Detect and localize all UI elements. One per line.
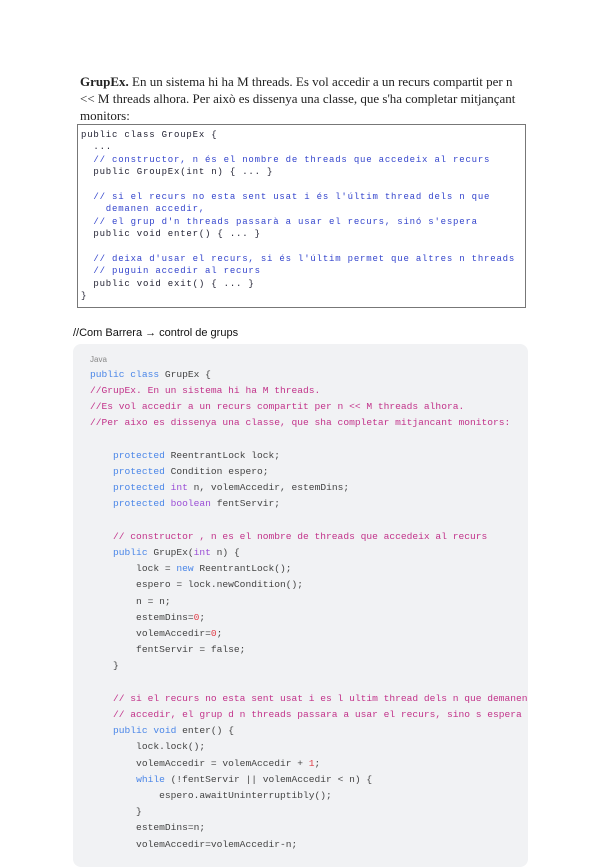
code-token [90, 466, 113, 477]
code-token: public GroupEx(int n) { ... } [81, 167, 274, 178]
code-token: 0 [210, 627, 217, 639]
code-token: public class GroupEx { [81, 130, 218, 140]
code-token: // puguin accedir al recurs [81, 266, 261, 277]
code-line [90, 626, 528, 642]
code-token [90, 450, 113, 461]
code-line [90, 367, 528, 383]
code-token: n, volemAccedir, estemDins; [187, 482, 350, 494]
code-line [90, 691, 528, 707]
code-line [90, 464, 528, 480]
code-token: n) { [210, 546, 240, 558]
code-token: Condition espero; [164, 465, 269, 477]
code-line [90, 594, 528, 610]
code-token [90, 482, 113, 493]
code-token: protected [113, 449, 165, 461]
code-token: new [176, 563, 194, 575]
code-line [90, 658, 528, 674]
code-line [90, 529, 528, 545]
code-line [90, 820, 528, 836]
code-token: enter() { [176, 725, 234, 737]
code-token: public void exit() { ... } [81, 278, 255, 289]
code-token: fentServir = false; [90, 644, 246, 656]
code-line [90, 610, 528, 626]
code-line [90, 561, 528, 577]
code-token: // constructor, n és el nombre de threads que accedeix al recurs [81, 154, 491, 165]
code-token: 1 [308, 757, 315, 769]
code-line [90, 707, 528, 723]
code-token: GrupEx( [147, 546, 194, 558]
code-line [90, 772, 528, 788]
code-token: protected [113, 498, 165, 510]
code-token: // si el recurs no esta sent usat i és l'últim thread dels n que [81, 192, 491, 203]
code-token: ReentrantLock lock; [164, 449, 281, 461]
code-line [90, 804, 528, 820]
code-language-label: Java [90, 354, 107, 364]
code-line [81, 129, 525, 141]
code-token: espero = lock.newCondition(); [90, 579, 304, 591]
code-token: protected [113, 482, 165, 494]
code-line [90, 756, 528, 772]
code-token: public void [113, 725, 177, 737]
code-token: ; [314, 757, 321, 769]
code-line [90, 739, 528, 755]
code-line [90, 723, 528, 739]
code-line [81, 154, 525, 166]
code-line [90, 496, 528, 512]
code-token: public void enter() { ... } [81, 229, 261, 240]
code-line [90, 432, 528, 448]
code-token: (!fentServir || volemAccedir < n) { [164, 773, 373, 785]
code-token: ; [216, 627, 223, 639]
code-token: //GrupEx. En un sistema hi ha M threads. [90, 384, 321, 396]
code-line [90, 448, 528, 464]
code-line [90, 675, 528, 691]
code-line [90, 642, 528, 658]
code-token: //Es vol accedir a un recurs compartit per n << M threads alhora. [90, 401, 465, 413]
code-content[interactable] [90, 367, 528, 853]
code-token: lock.lock(); [90, 741, 206, 753]
code-token: // constructor , n es el nombre de threads que accedeix al recurs [90, 530, 488, 542]
code-token: } [90, 806, 142, 818]
code-token: //Per aixo es dissenya una classe, que sha completar mitjancant monitors: [90, 417, 511, 429]
code-token [90, 547, 113, 558]
code-line [81, 216, 525, 228]
code-line [90, 480, 528, 496]
code-line [81, 278, 525, 290]
code-token [90, 498, 113, 509]
code-token: GrupEx { [159, 368, 211, 380]
code-token: // el grup d'n threads passarà a usar el recurs, sinó s'espera [81, 216, 478, 227]
code-line [90, 383, 528, 399]
code-token: estemDins=n; [90, 822, 206, 834]
code-token: while [136, 773, 165, 785]
code-line [81, 166, 525, 178]
problem-statement [80, 73, 530, 124]
code-line [90, 577, 528, 593]
code-line [90, 399, 528, 415]
code-block [73, 344, 528, 867]
code-token: lock = [90, 563, 177, 575]
code-token: } [90, 660, 119, 672]
code-line [81, 179, 525, 191]
code-token: protected [113, 465, 165, 477]
code-line [81, 228, 525, 240]
code-token: n = n; [90, 595, 171, 607]
code-token: // accedir, el grup d n threads passara a usar el recurs, sino s espera [90, 708, 522, 720]
code-line [90, 545, 528, 561]
textbook-code-box [77, 124, 526, 308]
code-token: fentServir; [210, 498, 281, 510]
code-token [90, 774, 136, 785]
code-token: ; [199, 611, 206, 623]
code-token: public [113, 546, 148, 558]
code-token [90, 725, 113, 736]
code-token: int [193, 546, 211, 558]
code-token: volemAccedir = volemAccedir + [90, 757, 309, 769]
code-token: volemAccedir= [90, 627, 211, 639]
code-line [81, 241, 525, 253]
code-token: // si el recurs no esta sent usat i es l ultim thread dels n que demanen [90, 692, 528, 704]
section-subtitle: //Com Barrera → control de grups [73, 326, 239, 339]
code-token: // deixa d'usar el recurs, si és l'últim permet que altres n threads [81, 254, 516, 265]
code-token: espero.awaitUninterruptibly(); [90, 789, 332, 801]
code-line [81, 203, 525, 215]
code-token: ... [81, 142, 113, 153]
code-line [90, 788, 528, 804]
code-token: 0 [193, 611, 200, 623]
code-line [81, 253, 525, 265]
code-line [90, 513, 528, 529]
code-token: int [170, 482, 188, 494]
code-token: volemAccedir=volemAccedir-n; [90, 838, 298, 850]
code-token: ReentrantLock(); [193, 563, 292, 575]
code-line [90, 837, 528, 853]
page-content [0, 73, 600, 867]
code-line [81, 265, 525, 277]
code-line [81, 191, 525, 203]
code-line [81, 290, 525, 302]
code-line [81, 141, 525, 153]
code-token: public class [90, 368, 160, 380]
code-token: boolean [170, 498, 211, 510]
code-line [90, 415, 528, 431]
code-token: demanen accedir, [81, 204, 206, 215]
code-token: } [81, 291, 88, 302]
problem-title: GrupEx. [80, 74, 129, 89]
code-token: estemDins= [90, 611, 194, 623]
problem-text: En un sistema hi ha M threads. Es vol accedir a un recurs compartit per n << M threads alhora. Per això es dissenya una classe, que s'ha completar mitjançant monitors: [80, 74, 516, 123]
